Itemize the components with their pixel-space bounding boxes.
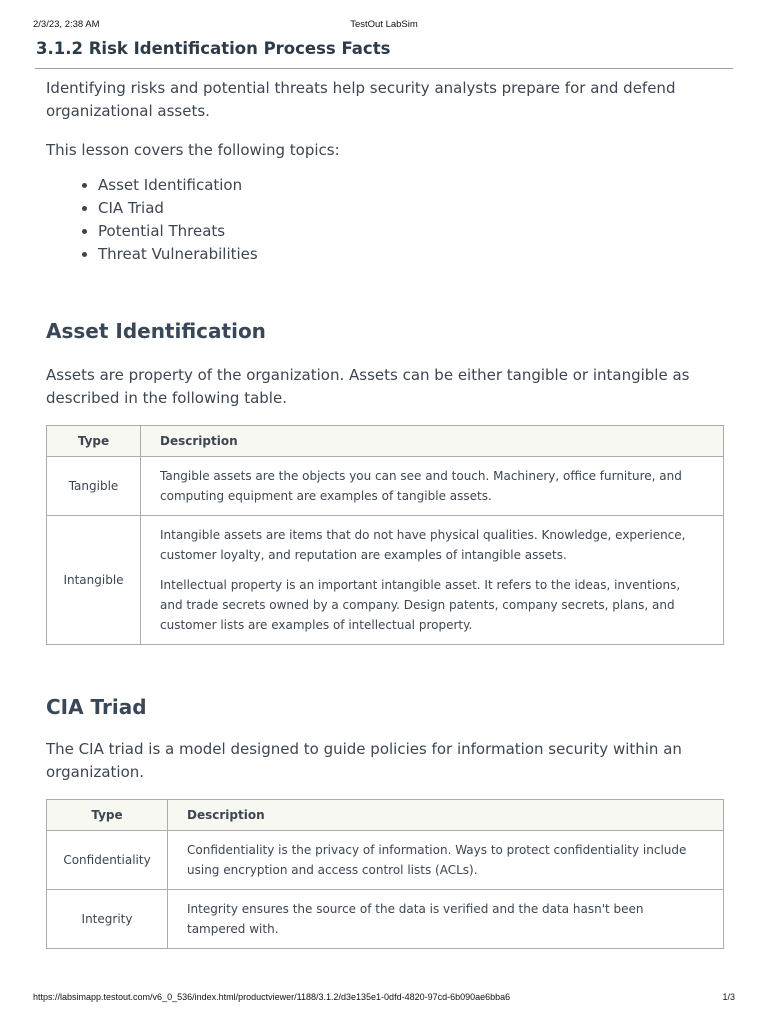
description-text: Tangible assets are the objects you can see and touch. Machinery, office furniture, and computing equipment are examples of tangible assets. bbox=[160, 469, 682, 503]
type-cell: Integrity bbox=[47, 890, 168, 949]
intro-paragraph: Identifying risks and potential threats help security analysts prepare for and defend organizational assets. bbox=[46, 79, 676, 120]
type-cell: Tangible bbox=[47, 457, 141, 516]
description-text: Intangible assets are items that do not have physical qualities. Knowledge, experience, customer loyalty, and reputation are examples of intangible assets. bbox=[160, 528, 686, 562]
print-site-title: TestOut LabSim bbox=[350, 19, 418, 30]
topic-item: • Threat Vulnerabilities bbox=[98, 243, 724, 266]
page-url: https://labsimapp.testout.com/v6_0_536/index.html/productviewer/1188/3.1.2/d3e135e1-0dfd-4820-97cd-6b090ae6bba6 bbox=[33, 992, 511, 1002]
asset-paragraph: Assets are property of the organization. Assets can be either tangible or intangible as described in the following table. bbox=[46, 366, 690, 407]
description-cell bbox=[141, 457, 724, 516]
description-cell bbox=[168, 831, 724, 890]
page-number: 1/3 bbox=[722, 992, 735, 1002]
topic-item: • Asset Identification bbox=[98, 174, 724, 197]
column-header-description: Description bbox=[141, 426, 724, 457]
table-row bbox=[47, 457, 724, 516]
type-cell: Confidentiality bbox=[47, 831, 168, 890]
asset-identification-heading: Asset Identification bbox=[46, 319, 266, 343]
topics-list bbox=[46, 174, 724, 266]
table-header-row bbox=[47, 426, 724, 457]
column-header-type: Type bbox=[47, 800, 168, 831]
table-row bbox=[47, 831, 724, 890]
table-row bbox=[47, 516, 724, 645]
print-footer bbox=[33, 992, 735, 1004]
title-divider bbox=[35, 68, 733, 69]
cia-triad-heading: CIA Triad bbox=[46, 695, 147, 719]
cia-table bbox=[46, 799, 724, 949]
topic-item: • CIA Triad bbox=[98, 197, 724, 220]
lesson-content bbox=[46, 77, 724, 949]
column-header-type: Type bbox=[47, 426, 141, 457]
page-title: 3.1.2 Risk Identification Process Facts bbox=[36, 39, 391, 58]
print-date: 2/3/23, 2:38 AM bbox=[33, 19, 100, 30]
type-cell: Intangible bbox=[47, 516, 141, 645]
column-header-description: Description bbox=[168, 800, 724, 831]
description-text: Integrity ensures the source of the data is verified and the data hasn't been tampered with. bbox=[187, 902, 644, 936]
table-row bbox=[47, 890, 724, 949]
description-text: Intellectual property is an important intangible asset. It refers to the ideas, inventions, and trade secrets owned by a company. Design patents, company secrets, plans, and customer lists are examples of intellectual property. bbox=[160, 578, 681, 632]
description-text: Confidentiality is the privacy of information. Ways to protect confidentiality include using encryption and access control lists (ACLs). bbox=[187, 843, 687, 877]
description-cell bbox=[141, 516, 724, 645]
topic-item: • Potential Threats bbox=[98, 220, 724, 243]
print-header bbox=[33, 19, 735, 31]
table-header-row bbox=[47, 800, 724, 831]
description-cell bbox=[168, 890, 724, 949]
cia-paragraph: The CIA triad is a model designed to guide policies for information security within an organization. bbox=[46, 740, 682, 781]
topics-intro: This lesson covers the following topics: bbox=[46, 141, 340, 159]
asset-table bbox=[46, 425, 724, 645]
